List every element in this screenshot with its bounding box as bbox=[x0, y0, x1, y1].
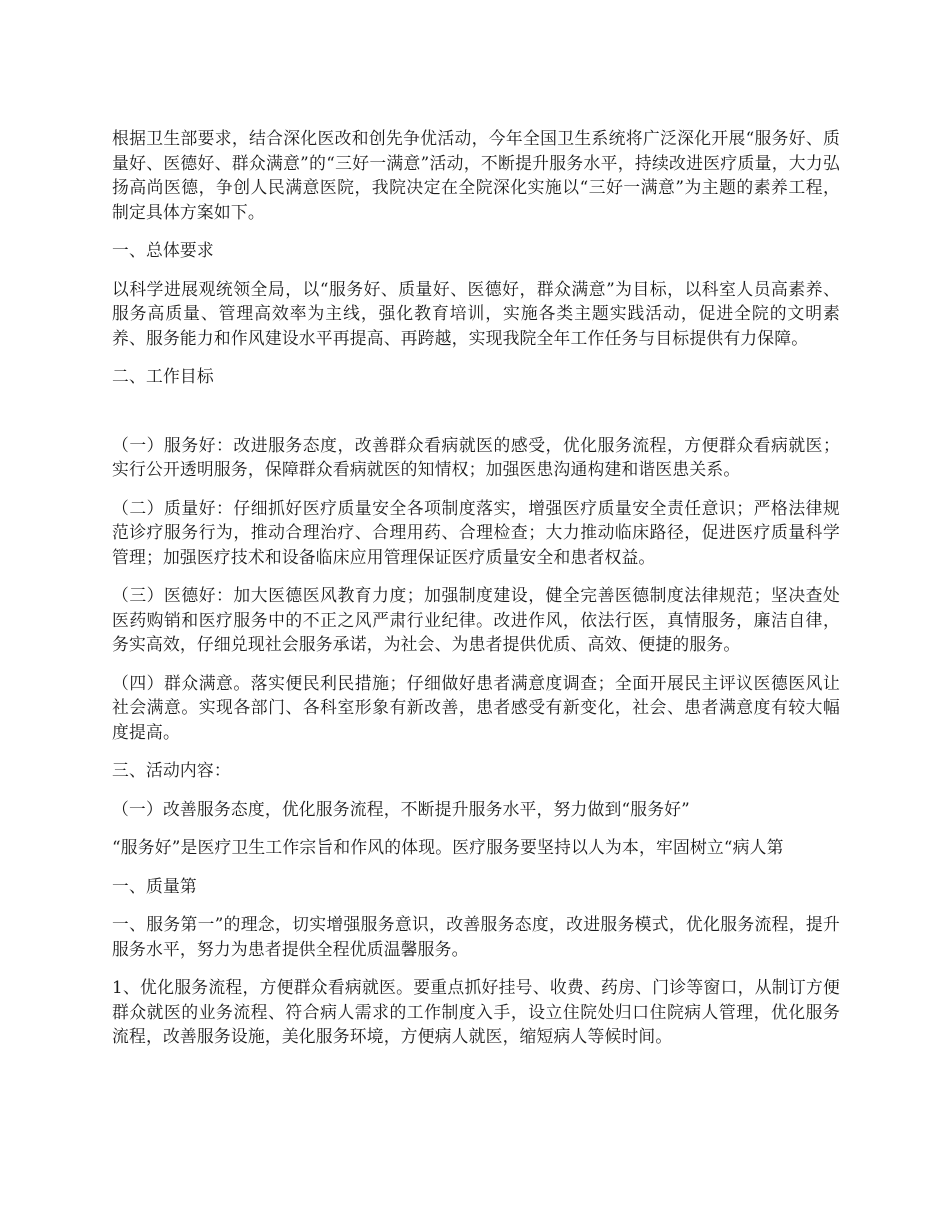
activity-one-paragraph: “服务好”是医疗卫生工作宗旨和作风的体现。医疗服务要坚持以人为本，牢固树立“病人第 bbox=[112, 837, 784, 857]
item-one-paragraph: 1、优化服务流程，方便群众看病就医。要重点抓好挂号、收费、药房、门诊等窗口，从制订方便群众就医的业务流程、符合病人需求的工作制度入手，设立住院处归口住院病人管理，优化服务流程，改善服务设施，美化服务环境，方便病人就医，缩短病人等候时间。 bbox=[112, 977, 840, 1046]
spacer bbox=[112, 403, 840, 433]
section-heading-work-goals: 二、工作目标 bbox=[112, 366, 214, 386]
section-heading-general-requirements: 一、总体要求 bbox=[112, 240, 214, 260]
activity-one-title: （一）改善服务态度，优化服务流程，不断提升服务水平，努力做到“服务好” bbox=[112, 798, 690, 819]
quality-first-line: 一、质量第 bbox=[112, 875, 197, 896]
service-first-paragraph: 一、服务第一”的理念，切实增强服务意识，改善服务态度，改进服务模式，优化服务流程，提升服务水平，努力为患者提供全程优质温馨服务。 bbox=[112, 914, 840, 959]
document-body bbox=[112, 126, 840, 1063]
goal-ethics-paragraph: （三）医德好：加大医德医风教育力度；加强制度建设，健全完善医德制度法律规范；坚决查处医药购销和医疗服务中的不正之风严肃行业纪律。改进作风，依法行医，真情服务，廉洁自律，务实高效，仔细兑现社会服务承诺，为社会、为患者提供优质、高效、便捷的服务。 bbox=[112, 585, 840, 654]
goal-satisfaction-paragraph: （四）群众满意。落实便民利民措施；仔细做好患者满意度调查；全面开展民主评议医德医风让社会满意。实现各部门、各科室形象有新改善，患者感受有新变化，社会、患者满意度有较大幅度提高。 bbox=[112, 672, 840, 742]
goal-service-paragraph: （一）服务好：改进服务态度，改善群众看病就医的感受，优化服务流程，方便群众看病就医；实行公开透明服务，保障群众看病就医的知情权；加强医患沟通构建和谐医患关系。 bbox=[112, 434, 840, 479]
goal-quality-paragraph: （二）质量好：仔细抓好医疗质量安全各项制度落实，增强医疗质量安全责任意识；严格法律规范诊疗服务行为，推动合理治疗、合理用药、合理检查；大力推动临床路径，促进医疗质量科学管理；加强医疗技术和设备临床应用管理保证医疗质量安全和患者权益。 bbox=[112, 497, 840, 567]
general-requirements-paragraph: 以科学进展观统领全局，以“服务好、质量好、医德好，群众满意”为目标，以科室人员高素养、服务高质量、管理高效率为主线，强化教育培训，实施各类主题实践活动，促进全院的文明素养、服务能力和作风建设水平再提高、再跨越，实现我院全年工作任务与目标提供有力保障。 bbox=[112, 278, 840, 348]
section-heading-activities: 三、活动内容： bbox=[112, 760, 231, 780]
intro-paragraph: 根据卫生部要求，结合深化医改和创先争优活动，今年全国卫生系统将广泛深化开展“服务好、质量好、医德好、群众满意”的“三好一满意”活动，不断提升服务水平，持续改进医疗质量，大力弘扬高尚医德，争创人民满意医院，我院决定在全院深化实施以“三好一满意”为主题的素养工程，制定具体方案如下。 bbox=[112, 128, 840, 222]
